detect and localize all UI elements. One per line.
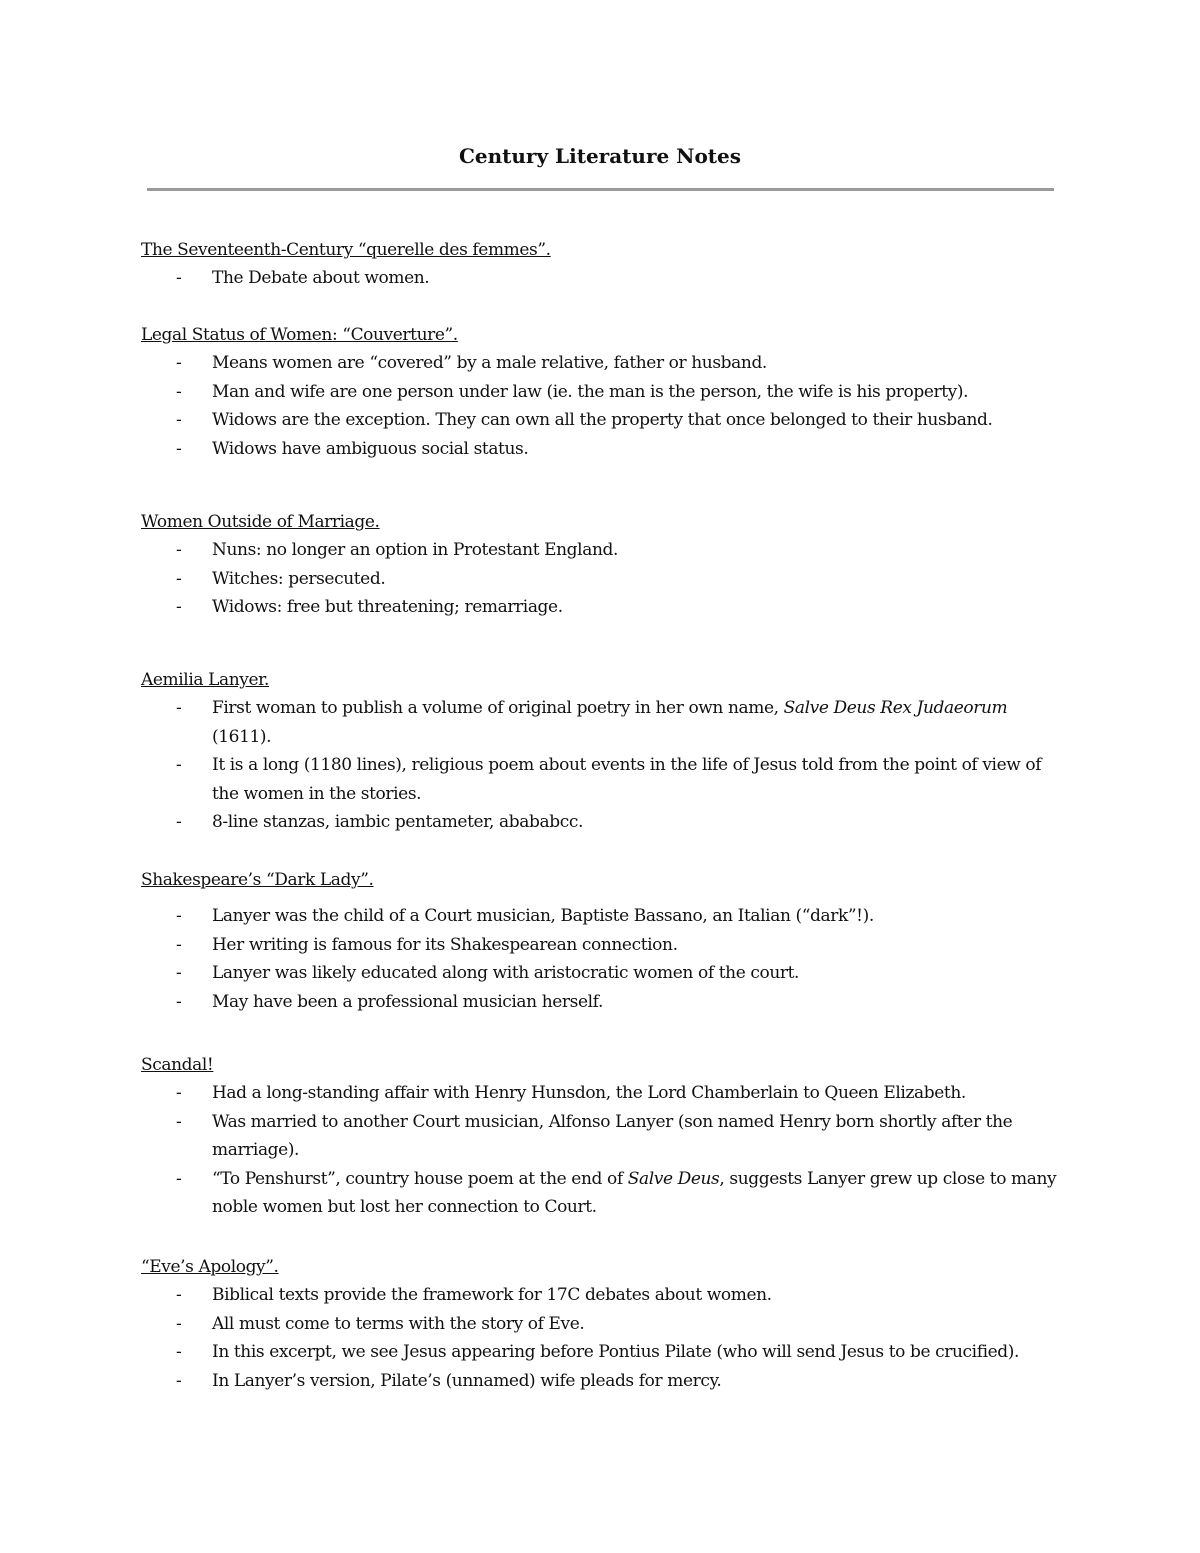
list-item-text: Had a long-standing affair with Henry Hunsdon, the Lord Chamberlain to Queen Elizabeth. [212, 1083, 966, 1103]
list-item-text: Was married to another Court musician, Alfonso Lanyer (son named Henry born shortly after the marriage). [212, 1111, 1013, 1160]
list-item-text: The Debate about women. [212, 268, 430, 288]
list-item [141, 378, 1061, 407]
list-item [141, 1310, 1061, 1339]
list-item [141, 349, 1061, 378]
list-item [141, 1281, 1061, 1310]
list-item-text: Man and wife are one person under law (ie. the man is the person, the wife is his property). [212, 381, 969, 402]
bullet-list [141, 349, 1061, 463]
list-item-text: (1611). [212, 726, 272, 747]
section [141, 666, 1061, 837]
list-item-text: Nuns: no longer an option in Protestant England. [212, 540, 618, 560]
list-item-text: Biblical texts provide the framework for 17C debates about women. [212, 1285, 772, 1305]
list-item-text: In Lanyer’s version, Pilate’s (unnamed) wife pleads for mercy. [212, 1370, 722, 1391]
work-title: Salve Deus [627, 1168, 720, 1189]
section [141, 866, 1061, 1016]
bullet-dash: - [176, 963, 182, 983]
list-item-text: It is a long (1180 lines), religious poem about events in the life of Jesus told from the point of view of the women in the stories. [212, 755, 1042, 804]
section-heading: Aemilia Lanyer. [141, 670, 270, 690]
bullet-list [141, 264, 1061, 293]
bullet-dash: - [176, 597, 182, 617]
list-item-text: Widows are the exception. They can own all the property that once belonged to their husband. [212, 410, 993, 430]
bullet-dash: - [176, 991, 182, 1012]
list-item [141, 1079, 1061, 1108]
list-item [141, 406, 1061, 435]
list-item-text: Widows: free but threatening; remarriage. [212, 597, 563, 617]
bullet-list [141, 1079, 1061, 1222]
bullet-list [141, 536, 1061, 622]
list-item-text: Widows have ambiguous social status. [212, 438, 529, 459]
list-item [141, 1367, 1061, 1396]
section-heading: “Eve’s Apology”. [141, 1257, 279, 1277]
bullet-dash: - [176, 1111, 182, 1132]
list-item [141, 435, 1061, 464]
list-item-text: Lanyer was the child of a Court musician, Baptiste Bassano, an Italian (“dark”!). [212, 906, 874, 926]
section-heading: Women Outside of Marriage. [141, 512, 380, 532]
bullet-dash: - [176, 1313, 182, 1334]
list-item [141, 1165, 1061, 1222]
list-item [141, 931, 1061, 960]
list-item-text: Her writing is famous for its Shakespearean connection. [212, 934, 678, 955]
list-item-text: 8-line stanzas, iambic pentameter, abababcc. [212, 812, 583, 832]
list-item-text: Lanyer was likely educated along with aristocratic women of the court. [212, 963, 800, 983]
list-item-text: Witches: persecuted. [212, 568, 386, 589]
page-title: Century Literature Notes [458, 144, 742, 168]
work-title: Salve Deus Rex Judaeorum [783, 698, 1008, 718]
bullet-dash: - [176, 438, 182, 459]
bullet-dash: - [176, 812, 182, 832]
bullet-dash: - [176, 1285, 182, 1305]
section-heading: The Seventeenth-Century “querelle des femmes”. [141, 240, 551, 260]
section [141, 321, 1061, 463]
bullet-dash: - [176, 568, 182, 589]
list-item-text: All must come to terms with the story of Eve. [212, 1313, 585, 1334]
list-item-text: May have been a professional musician herself. [212, 991, 603, 1012]
bullet-list [141, 902, 1061, 1016]
list-item [141, 565, 1061, 594]
section-heading: Shakespeare’s “Dark Lady”. [141, 870, 374, 890]
list-item-text: , suggests Lanyer grew up close to many noble women but lost her connection to Court. [212, 1168, 1057, 1217]
bullet-dash: - [176, 1342, 182, 1362]
list-item [141, 751, 1061, 808]
list-item [141, 959, 1061, 988]
bullet-dash: - [176, 1168, 182, 1189]
bullet-dash: - [176, 540, 182, 560]
blank-line [141, 894, 1061, 902]
section [141, 1051, 1061, 1222]
bullet-dash: - [176, 1083, 182, 1103]
title-divider [147, 188, 1054, 191]
bullet-dash: - [176, 934, 182, 955]
bullet-dash: - [176, 410, 182, 430]
section-heading: Legal Status of Women: “Couverture”. [141, 325, 458, 345]
list-item [141, 694, 1061, 751]
bullet-dash: - [176, 268, 182, 288]
bullet-list [141, 1281, 1061, 1395]
bullet-dash: - [176, 381, 182, 402]
list-item [141, 593, 1061, 622]
list-item-text: In this excerpt, we see Jesus appearing before Pontius Pilate (who will send Jesus to be crucified). [212, 1342, 1020, 1362]
list-item [141, 536, 1061, 565]
bullet-dash: - [176, 353, 182, 373]
list-item [141, 808, 1061, 837]
list-item [141, 902, 1061, 931]
list-item-text: “To Penshurst”, country house poem at the end of [212, 1168, 628, 1189]
section-heading: Scandal! [141, 1055, 214, 1075]
section [141, 236, 1061, 293]
bullet-list [141, 694, 1061, 837]
bullet-dash: - [176, 698, 182, 718]
bullet-dash: - [176, 755, 182, 775]
bullet-dash: - [176, 1370, 182, 1391]
list-item [141, 1338, 1061, 1367]
list-item-text: Means women are “covered” by a male relative, father or husband. [212, 353, 767, 373]
section [141, 508, 1061, 622]
bullet-dash: - [176, 906, 182, 926]
list-item [141, 1108, 1061, 1165]
list-item [141, 988, 1061, 1017]
list-item [141, 264, 1061, 293]
section [141, 1253, 1061, 1395]
list-item-text: First woman to publish a volume of original poetry in her own name, [212, 698, 784, 718]
